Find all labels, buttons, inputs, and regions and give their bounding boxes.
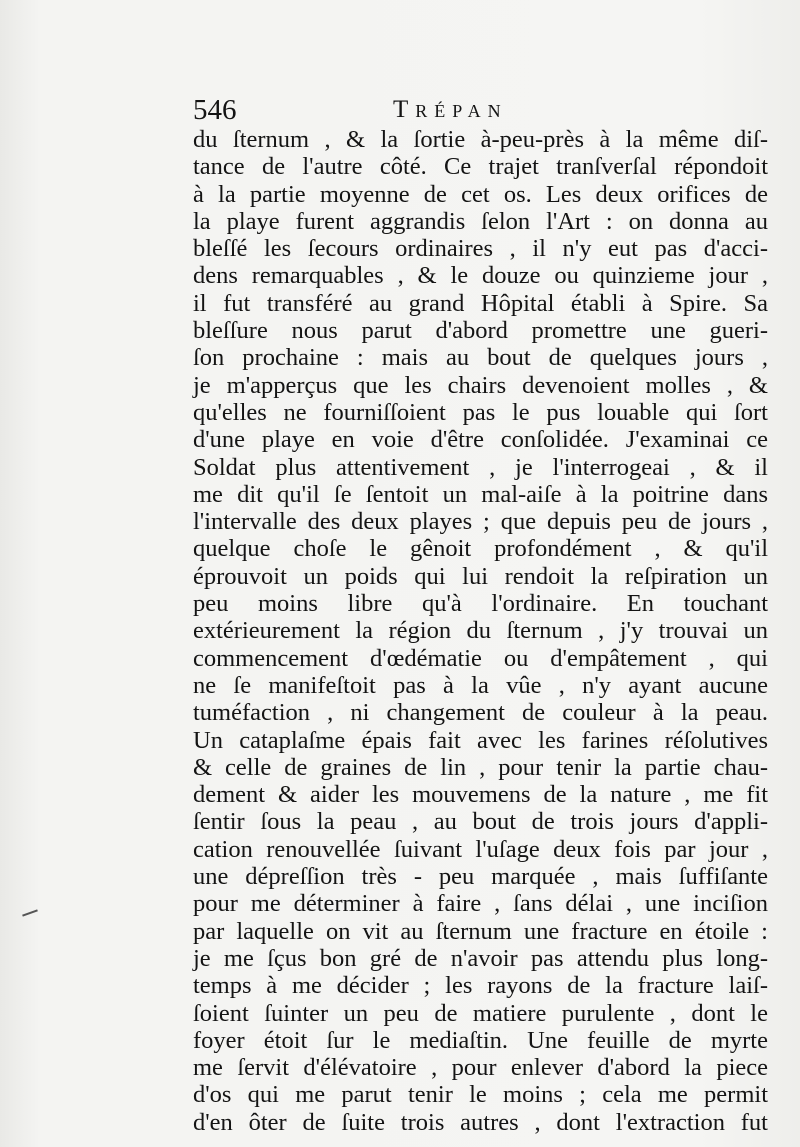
text-line: quelque choſe le gênoit profondément , & qu'il [193,535,768,563]
text-line: bleſſure nous parut d'abord promettre une gueri- [193,317,768,345]
text-line: d'une playe en voie d'être conſolidée. J'examinai ce [193,426,768,454]
text-line: & celle de graines de lin , pour tenir la partie chau- [193,753,768,781]
text-line: me ſervit d'élévatoire , pour enlever d'abord la piece [193,1054,768,1082]
text-line: d'en ôter de ſuite trois autres , dont l'extraction fut [193,1108,768,1136]
text-line: me dit qu'il ſe ſentoit un mal-aiſe à la poitrine dans [193,480,768,508]
text-line: ſon prochaine : mais au bout de quelques jours , [193,344,768,372]
margin-mark [22,909,38,916]
text-line: tance de l'autre côté. Ce trajet tranſverſal répondoit [193,153,768,181]
text-line: qu'elles ne fourniſſoient pas le pus louable qui ſort [193,398,768,426]
text-line: extérieurement la région du ſternum , j'y trouvai un [193,617,768,645]
text-line: Un cataplaſme épais fait avec les farines réſolutives [193,726,768,754]
text-line: peu moins libre qu'à l'ordinaire. En touchant [193,590,768,618]
page-number: 546 [193,94,237,126]
text-line: tuméfaction , ni changement de couleur à la peau. [193,699,768,727]
text-line: dement & aider les mouvemens de la nature , me fit [193,781,768,809]
text-line: foyer étoit ſur le mediaſtin. Une feuille de myrte [193,1026,768,1054]
text-line: d'os qui me parut tenir le moins ; cela me permit [193,1081,768,1109]
text-line: je me ſçus bon gré de n'avoir pas attendu plus long- [193,944,768,972]
text-line: bleſſé les ſecours ordinaires , il n'y eut pas d'acci- [193,235,768,263]
text-line: à la partie moyenne de cet os. Les deux orifices de [193,180,768,208]
text-line: Soldat plus attentivement , je l'interrogeai , & il [193,453,768,481]
text-line: temps à me décider ; les rayons de la fracture laiſ- [193,972,768,1000]
text-line: il fut transféré au grand Hôpital établi à Spire. Sa [193,289,768,317]
text-line: l'intervalle des deux playes ; que depuis peu de jours , [193,508,768,536]
text-line: ne ſe manifeſtoit pas à la vûe , n'y ayant aucune [193,671,768,699]
body-text [193,126,768,1136]
text-line: ſentir ſous la peau , au bout de trois jours d'appli- [193,808,768,836]
text-line: pour me déterminer à faire , ſans délai , une inciſion [193,890,768,918]
text-line: éprouvoit un poids qui lui rendoit la reſpiration un [193,562,768,590]
page-header [193,90,773,130]
text-line: ſoient ſuinter un peu de matiere purulente , dont le [193,999,768,1027]
text-line: commencement d'œdématie ou d'empâtement , qui [193,644,768,672]
text-line: je m'apperçus que les chairs devenoient molles , & [193,371,768,399]
running-head: Trépan [393,96,508,123]
text-line: dens remarquables , & le douze ou quinzieme jour , [193,262,768,290]
text-line: par laquelle on vit au ſternum une fracture en étoile : [193,917,768,945]
text-line: du ſternum , & la ſortie à-peu-près à la même diſ- [193,126,768,153]
text-line: cation renouvellée ſuivant l'uſage deux fois par jour , [193,835,768,863]
text-line: une dépreſſion très - peu marquée , mais ſuffiſante [193,863,768,891]
text-line: la playe furent aggrandis ſelon l'Art : on donna au [193,207,768,235]
